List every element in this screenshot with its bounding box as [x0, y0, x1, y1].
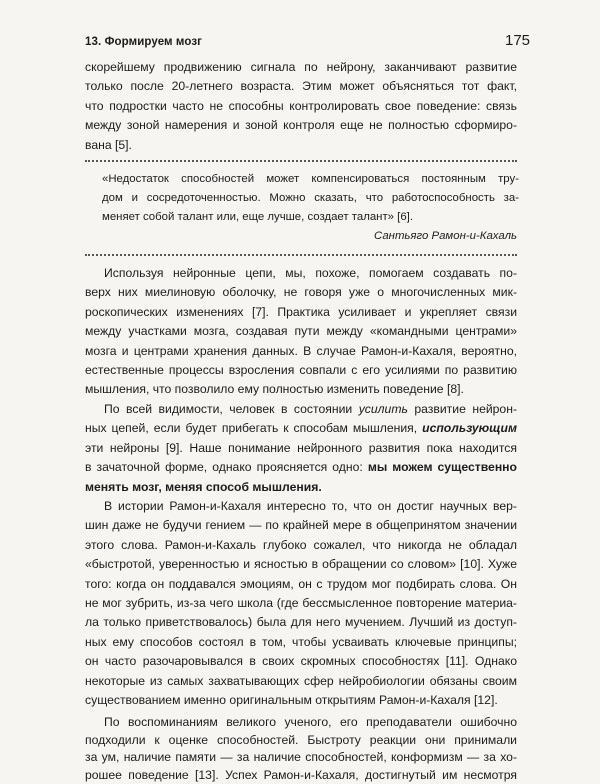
paragraph-4 — [85, 714, 517, 782]
bold-text-line: менять мозг, меняя способ мышления. — [85, 479, 322, 494]
text-line — [85, 400, 517, 419]
text-line: подходили к оценке способностей. Быстроту реакции они принимали — [85, 732, 517, 747]
text-line: мышления, что позволило ему полностью изменить поведение [8]. — [85, 382, 464, 397]
text-line: существованием именно оригинальным открытиям Рамон-и-Кахаля [12]. — [85, 693, 498, 708]
paragraph-2 — [85, 400, 517, 497]
text-line: В истории Рамон-и-Кахаля интересно то, что он достиг научных вер- — [104, 499, 517, 513]
text-line — [85, 419, 517, 438]
emphasis-text: усилить — [358, 402, 408, 416]
quote-author: Сантьяго Рамон-и-Кахаль — [373, 230, 517, 242]
text-line: между зоной намерения и зоной контроля еще не полностью сформиро- — [85, 118, 517, 133]
emphasis-text: использующим — [422, 421, 517, 436]
text-line: только после 20-летнего возраста. Этим может объясняться тот факт, — [85, 79, 517, 94]
text-line — [85, 458, 517, 477]
text-line: за ум, наличие памяти — за наличие способностей, конформизм — за хо- — [85, 750, 517, 765]
text-line: верх них миелиновую оболочку, не говоря уже о многочисленных мик- — [85, 285, 517, 300]
text-line: мозга и центрами хранения данных. В случае Рамон-и-Кахаля, вероятно, — [85, 343, 517, 358]
text-run: По всей видимости, человек в состоянии — [104, 402, 359, 416]
text-line: естественные процессы взросления совпали с его усилиями по развитию — [85, 363, 517, 378]
page-number: 175 — [505, 32, 531, 49]
text-line: рошее поведение [13]. Успех Рамон-и-Кахаля, достигнутый им несмотря — [85, 767, 517, 782]
text-line: роскопических изменениях [7]. Практика усиливает и укрепляет связи — [85, 304, 517, 319]
text-line: между участками мозга, создавая пути между «командными центрами» — [85, 324, 517, 339]
text-line: скорейшему продвижению сигнала по нейрону, заканчивают развитие — [85, 60, 517, 74]
paragraph-1 — [85, 264, 517, 400]
quote-divider-bottom — [85, 254, 517, 256]
quote-divider-top — [85, 160, 517, 162]
text-run: развитие нейрон- — [407, 402, 517, 416]
text-line: не мог зубрить, из-за чего школа (где бессмысленное повторение материа- — [85, 596, 517, 611]
text-line: этого слова. Рамон-и-Кахаль глубоко сожалел, что никогда не обладал — [85, 537, 517, 552]
text-line: шин даже не будучи гением — по крайней мере в общепринятом значении — [85, 518, 517, 533]
chapter-header: 13. Формируем мозг — [85, 36, 203, 48]
quote-line: меняет собой талант или, еще лучше, создает талант» [6]. — [102, 211, 414, 223]
text-line: он часто разочаровывался в своих скромных способностях [11]. Однако — [85, 654, 517, 669]
text-line: что подростки часто не способны контролировать свое поведение: связь — [85, 98, 517, 113]
paragraph-3 — [85, 497, 517, 710]
bold-text: мы можем существенно — [367, 460, 517, 475]
text-line: вана [5]. — [85, 137, 132, 152]
text-line: По воспоминаниям великого ученого, его преподаватели ошибочно — [104, 715, 517, 729]
intro-paragraph — [85, 58, 517, 155]
text-line: Используя нейронные цепи, мы, похоже, помогаем создавать по- — [104, 266, 517, 280]
text-line: ных ему способов состоял в том, чтобы усваивать ключевые принципы; — [85, 634, 517, 649]
text-run: ных цепей, если будет прибегать к способам мышления, — [85, 421, 423, 436]
quote-line: дом и сосредоточенностью. Можно сказать, что работоспособность за- — [102, 192, 519, 204]
text-line: некоторые из самых захватывающих сфер нейробиологии обязаны своим — [85, 673, 517, 688]
text-line: «быстротой, уверенностью и ясностью в обращении со словом» [10]. Хуже — [85, 557, 517, 572]
text-line: ла только приветствовалось) была для него мучением. Лучший из доступ- — [85, 615, 517, 630]
quote-line: «Недостаток способностей может компенсироваться постоянным тру- — [102, 173, 519, 185]
epigraph-quote — [102, 170, 519, 227]
text-line: эти нейроны [9]. Наше понимание нейронного развития пока находится — [85, 440, 517, 455]
text-line: того: когда он поддавался эмоциям, он с трудом мог подбирать слова. Он — [85, 576, 517, 591]
text-run: в зачаточной форме, однако проясняется одно: — [85, 460, 368, 475]
